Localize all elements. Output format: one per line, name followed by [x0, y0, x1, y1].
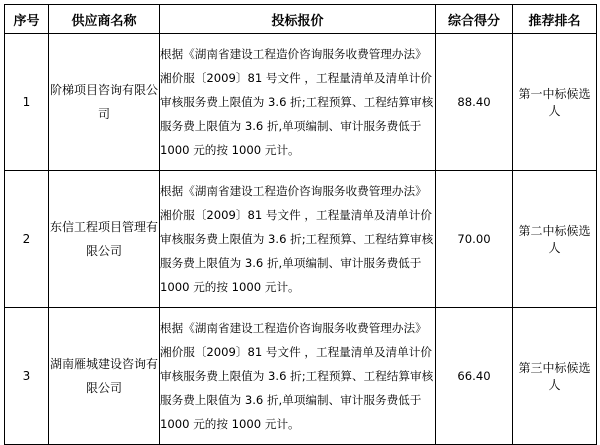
row-rank: 第三中标候选人	[513, 308, 597, 445]
table-row	[5, 34, 597, 171]
row-supplier: 阶梯项目咨询有限公司	[49, 34, 160, 171]
header-price: 投标报价	[160, 5, 436, 34]
row-supplier: 东信工程项目管理有限公司	[49, 171, 160, 308]
row-price: 根据《湖南省建设工程造价咨询服务收费管理办法》湘价服〔2009〕81 号文件 ，工程量清单及清单计价审核服务费上限值为 3.6 折;工程预算、工程结算审核服务费上限值为 3.6 折,单项编制、审计服务费低于 1000 元的按 1000 元计。	[160, 171, 436, 308]
row-price: 根据《湖南省建设工程造价咨询服务收费管理办法》湘价服〔2009〕81 号文件 ，工程量清单及清单计价审核服务费上限值为 3.6 折;工程预算、工程结算审核服务费上限值为 3.6 折,单项编制、审计服务费低于 1000 元的按 1000 元计。	[160, 34, 436, 171]
bid-results-table	[4, 4, 597, 445]
header-seq: 序号	[5, 5, 49, 34]
row-score: 70.00	[436, 171, 513, 308]
row-price: 根据《湖南省建设工程造价咨询服务收费管理办法》湘价服〔2009〕81 号文件 ，工程量清单及清单计价审核服务费上限值为 3.6 折;工程预算、工程结算审核服务费上限值为 3.6 折,单项编制、审计服务费低于 1000 元的按 1000 元计。	[160, 308, 436, 445]
row-seq: 1	[5, 34, 49, 171]
header-rank: 推荐排名	[513, 5, 597, 34]
row-supplier: 湖南雁城建设咨询有限公司	[49, 308, 160, 445]
header-supplier: 供应商名称	[49, 5, 160, 34]
table-row	[5, 308, 597, 445]
row-seq: 2	[5, 171, 49, 308]
row-score: 66.40	[436, 308, 513, 445]
header-score: 综合得分	[436, 5, 513, 34]
row-score: 88.40	[436, 34, 513, 171]
row-seq: 3	[5, 308, 49, 445]
row-rank: 第一中标候选人	[513, 34, 597, 171]
row-rank: 第二中标候选人	[513, 171, 597, 308]
table-row	[5, 171, 597, 308]
table-header-row	[5, 5, 597, 34]
